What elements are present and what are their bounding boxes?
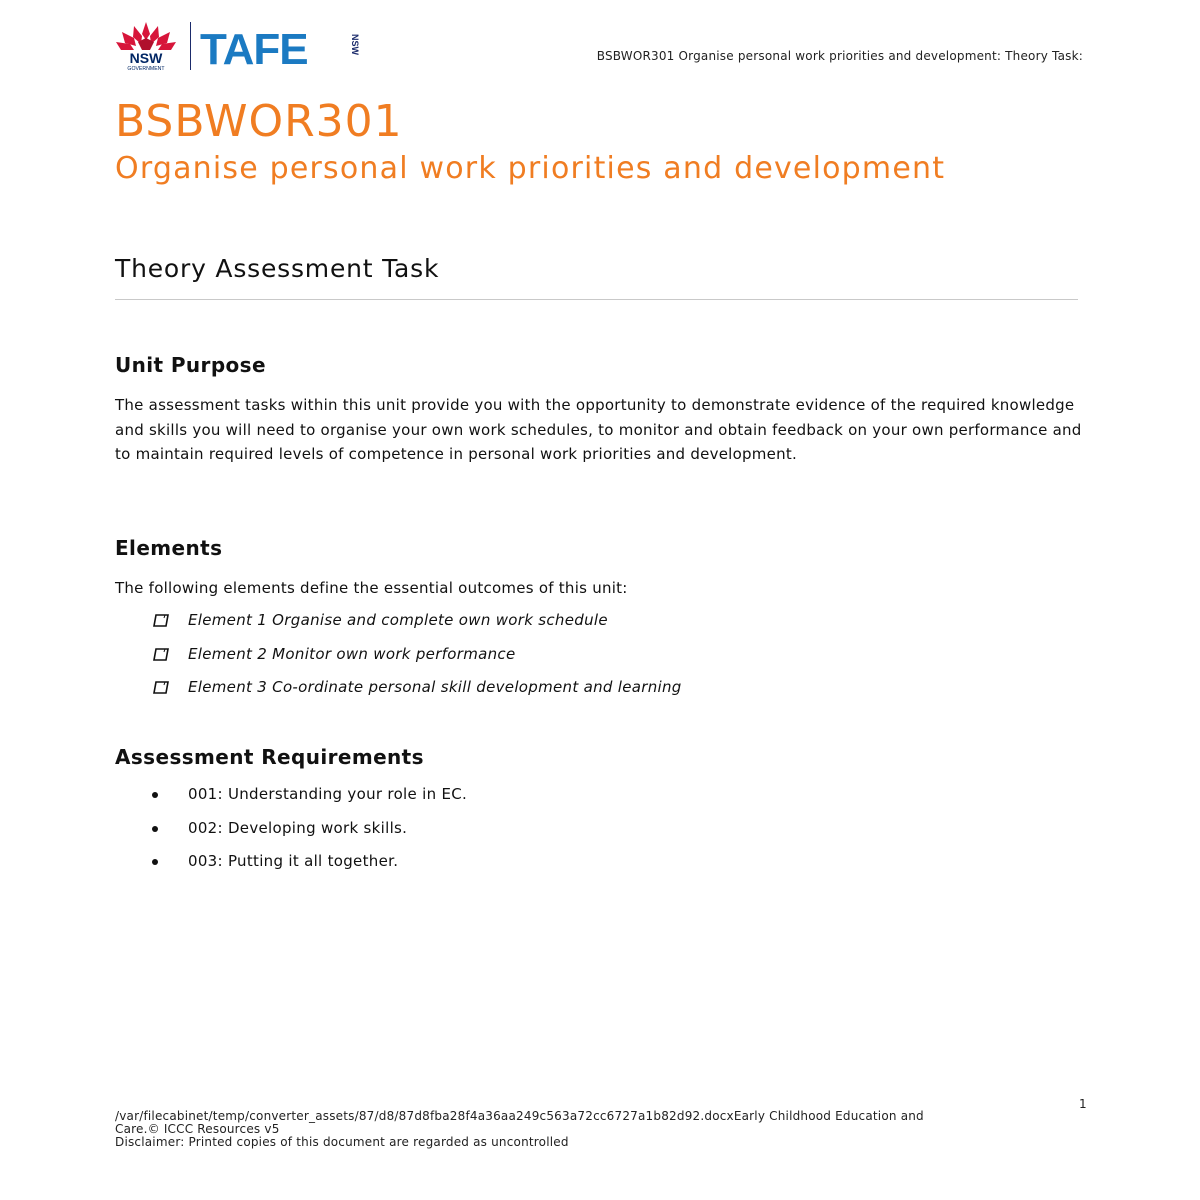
unit-code-title: BSBWOR301 (115, 96, 403, 147)
requirement-item-text: 001: Understanding your role in EC. (188, 785, 468, 803)
footer-path-line: /var/filecabinet/temp/converter_assets/87/d8/87d8fba28f4a36aa249c563a72cc6727a1b82d92.docxEarly Childhood Education and (115, 1109, 924, 1123)
footer-disclaimer: Disclaimer: Printed copies of this document are regarded as uncontrolled (115, 1135, 569, 1149)
list-item (150, 851, 467, 885)
assessment-requirements-list (150, 784, 467, 885)
elements-intro: The following elements define the essential outcomes of this unit: (115, 579, 628, 597)
tafe-nsw-side-label: NSW (350, 34, 360, 55)
unit-name-title: Organise personal work priorities and development (115, 151, 946, 186)
bullet-icon (152, 826, 158, 832)
nsw-government-logo (112, 18, 180, 72)
checkbox-icon (153, 614, 169, 627)
bullet-icon (152, 792, 158, 798)
waratah-icon (116, 22, 176, 50)
elements-heading: Elements (115, 536, 223, 560)
element-item-text: Element 3 Co-ordinate personal skill development and learning (188, 678, 682, 696)
list-item (150, 677, 682, 711)
checkbox-icon (153, 681, 169, 694)
nsw-wordmark: NSW (129, 50, 163, 66)
header-caption: BSBWOR301 Organise personal work priorities and development: Theory Task: (596, 49, 1083, 63)
list-item (150, 610, 682, 644)
tafe-nsw-logo (200, 26, 360, 70)
title-divider (115, 299, 1078, 300)
tafe-wordmark: TAFE (200, 26, 308, 70)
element-item-text: Element 2 Monitor own work performance (188, 644, 516, 663)
bullet-icon (152, 859, 158, 865)
list-item (150, 644, 682, 678)
requirement-item-text: 003: Putting it all together. (188, 852, 399, 870)
checkbox-icon (153, 648, 169, 661)
nsw-government-label: GOVERNMENT (127, 66, 165, 72)
page-footer (115, 1110, 1055, 1149)
list-item (150, 784, 467, 818)
unit-purpose-text: The assessment tasks within this unit provide you with the opportunity to demonstrate evidence of the required knowledge and skills you will need to organise your own work schedules, to monitor and obtain feedback on your own performance and to maintain required levels of competence in personal work priorities and development. (115, 396, 1082, 463)
unit-purpose-heading: Unit Purpose (115, 353, 266, 377)
requirement-item-text: 002: Developing work skills. (188, 818, 408, 837)
document-subtitle: Theory Assessment Task (115, 254, 440, 283)
elements-list (150, 610, 682, 711)
page-number: 1 (1079, 1097, 1087, 1111)
assessment-requirements-heading: Assessment Requirements (115, 745, 424, 769)
logo-divider (190, 22, 191, 70)
footer-care-line: Care.© ICCC Resources v5 (115, 1122, 280, 1136)
element-item-text: Element 1 Organise and complete own work schedule (188, 611, 608, 629)
list-item (150, 818, 467, 852)
